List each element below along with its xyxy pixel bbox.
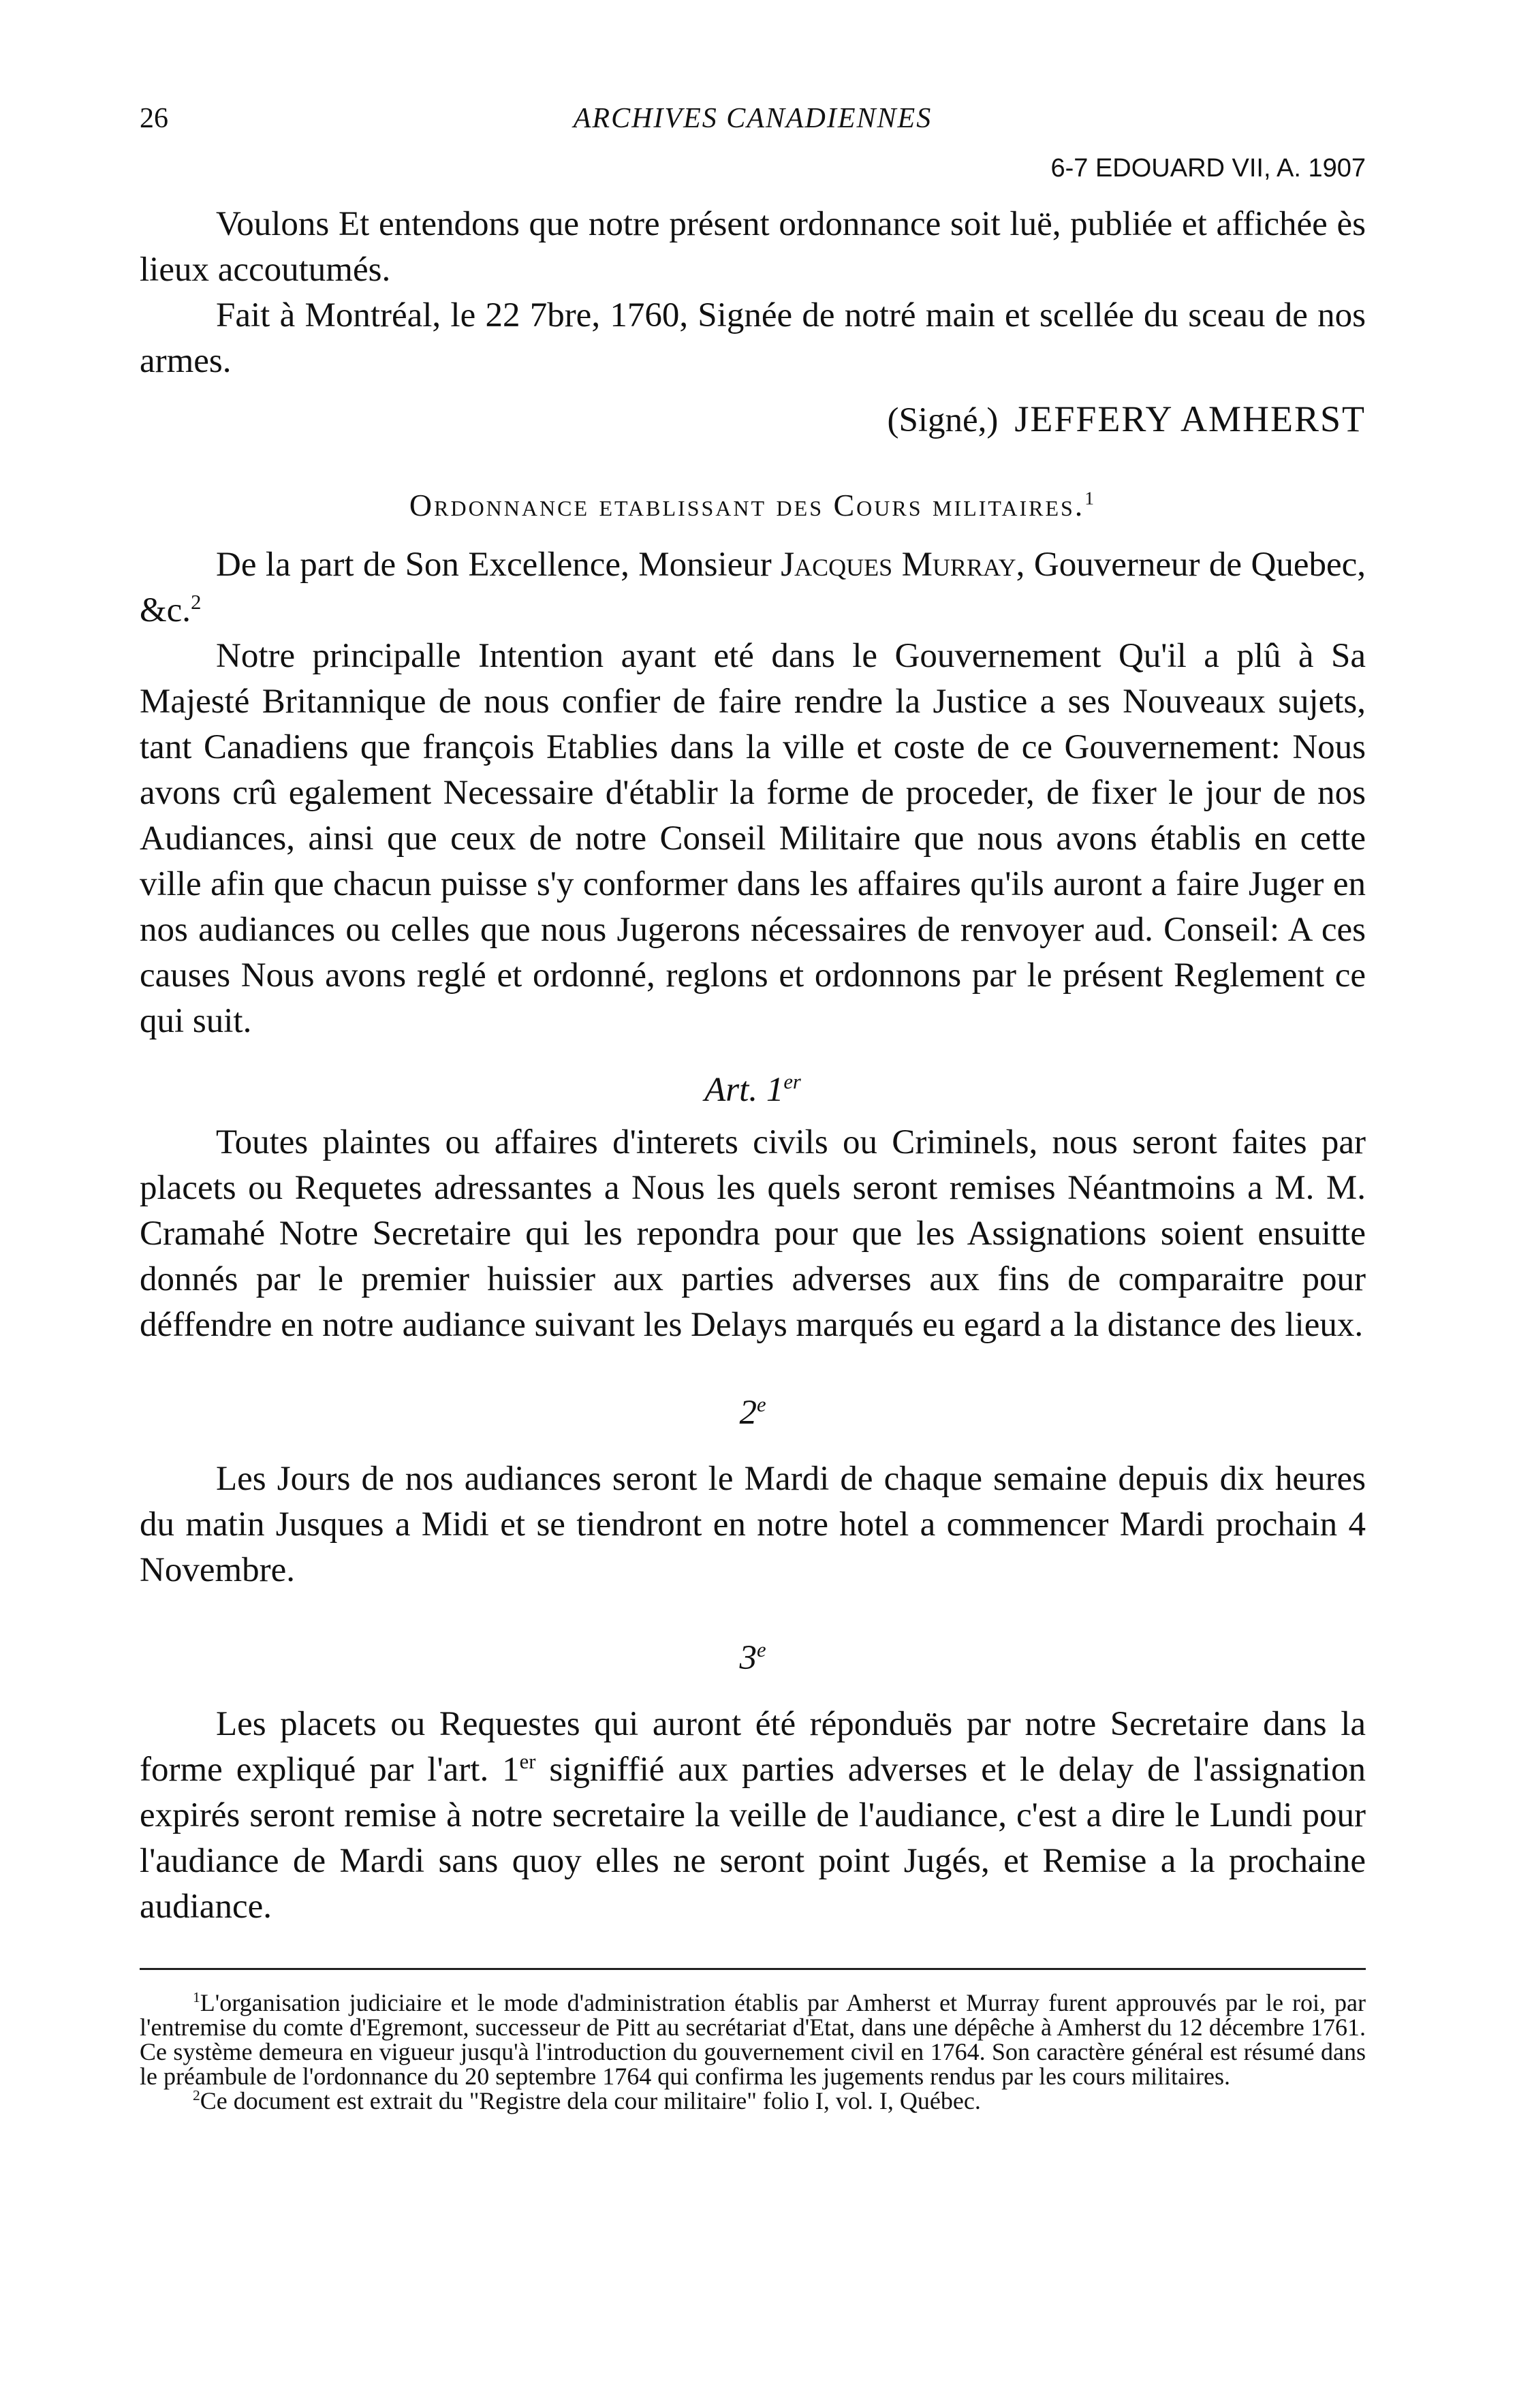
paragraph: Voulons Et entendons que notre présent ordonnance soit luë, publiée et affichée ès lieux accoutumés. <box>140 205 1366 289</box>
section-title <box>140 487 1366 523</box>
paragraph: Notre principalle Intention ayant eté dans le Gouvernement Qu'il a plû à Sa Majesté Britannique de nous confier de faire rendre la Justice a ses Nouveaux sujets, tant Canadiens que françois Etablies dans la ville et coste de ce Gouvernement: Nous avons crû egalement Necessaire d'établir la forme de proceder, de fixer le jour de nos Audiances, ainsi que ceux de notre Conseil Militaire que nous avons établis en cette ville afin que chacun puisse s'y conformer dans les affaires qu'ils auront a faire Juger en nos audiances ou celles que nous Jugerons nécessaires de renvoyer aud. Conseil: A ces causes Nous avons reglé et ordonné, reglons et ordonnons par le présent Reglement ce qui suit. <box>140 637 1366 1040</box>
footnote-divider <box>140 1968 1366 1970</box>
page-number: 26 <box>140 103 168 134</box>
document-page <box>140 102 1366 2113</box>
governor-name: Jacques Murray <box>781 546 1016 584</box>
article-number: 2 <box>739 1394 757 1432</box>
paragraph-text: De la part de Son Excellence, Monsieur <box>216 546 781 584</box>
article-ordinal: e <box>756 1638 766 1661</box>
article-heading <box>140 1636 1366 1681</box>
footnote <box>140 2089 1366 2113</box>
signature-name: JEFFERY AMHERST <box>1014 398 1366 439</box>
footnote-ref: 1 <box>1084 487 1097 509</box>
paragraph <box>140 1702 1366 1930</box>
page-header <box>140 102 1366 150</box>
footnote-text: Ce document est extrait du "Registre dela cour militaire" folio I, vol. I, Québec. <box>200 2087 981 2114</box>
paragraph-text: Les placets ou Requestes qui auront été réponduës par notre Secretaire dans la forme expliqué par l'art. 1 <box>140 1705 1366 1789</box>
document-body <box>140 202 1366 1930</box>
article-number: 3 <box>739 1639 757 1677</box>
footnote <box>140 1990 1366 2089</box>
paragraph: Fait à Montréal, le 22 7bre, 1760, Signée de notré main et scellée du sceau de nos armes. <box>140 296 1366 380</box>
edition-line: 6-7 EDOUARD VII, A. 1907 <box>1050 154 1366 183</box>
article-heading <box>140 1067 1366 1113</box>
footnote-text: L'organisation judiciaire et le mode d'administration établis par Amherst et Murray furent approuvés par le roi, par l'entremise du comte d'Egremont, successeur de Pitt au secrétariat d'Etat, dans une dépêche à Amherst du 12 décembre 1761. Ce système demeura en vigueur jusqu'à l'introduction du gouvernement civil en 1764. Son caractère général est résumé dans le préambule de l'ordonnance du 20 septembre 1764 qui confirma les jugements rendus par les cours militaires. <box>140 1989 1366 2090</box>
article-heading <box>140 1390 1366 1436</box>
paragraph-text: , Gouverneur de Quebec, &c. <box>140 546 1366 629</box>
paragraph: Les Jours de nos audiances seront le Mardi de chaque semaine depuis dix heures du matin Jusques a Midi et se tiendront en notre hotel a commencer Mardi prochain 4 Novembre. <box>140 1460 1366 1589</box>
footnote-mark: 2 <box>193 2087 200 2104</box>
paragraph-text: signiffié aux parties adverses et le delay de l'assignation expirés seront remise à notre secretaire la veille de l'audiance, c'est a dire le Lundi pour l'audiance de Mardi sans quoy elles ne seront point Jugés, et Remise a la prochaine audiance. <box>140 1751 1366 1926</box>
paragraph: Toutes plaintes ou affaires d'interets civils ou Criminels, nous seront faites par placets ou Requetes adressantes a Nous les quels seront remises Néantmoins a M. M. Cramahé Notre Secretaire qui les repondra pour que les Assignations soient ensuitte donnés par le premier huissier aux parties adverses aux fins de comparaitre pour déffendre en notre audiance suivant les Delays marqués eu egard a la distance des lieux. <box>140 1123 1366 1344</box>
signature-label: (Signé,) <box>887 401 999 439</box>
ordinal-suffix: er <box>519 1750 536 1773</box>
footnote-mark: 1 <box>193 1989 200 2005</box>
signature <box>140 396 1366 443</box>
paragraph <box>140 542 1366 634</box>
article-number: Art. 1 <box>704 1071 784 1109</box>
footnotes <box>140 1990 1366 2113</box>
running-title: ARCHIVES CANADIENNES <box>573 103 933 134</box>
footnote-ref: 2 <box>191 591 202 614</box>
section-title-text: Ordonnance etablissant des Cours militaires. <box>409 488 1085 522</box>
article-ordinal: e <box>756 1393 766 1416</box>
article-ordinal: er <box>783 1070 801 1093</box>
